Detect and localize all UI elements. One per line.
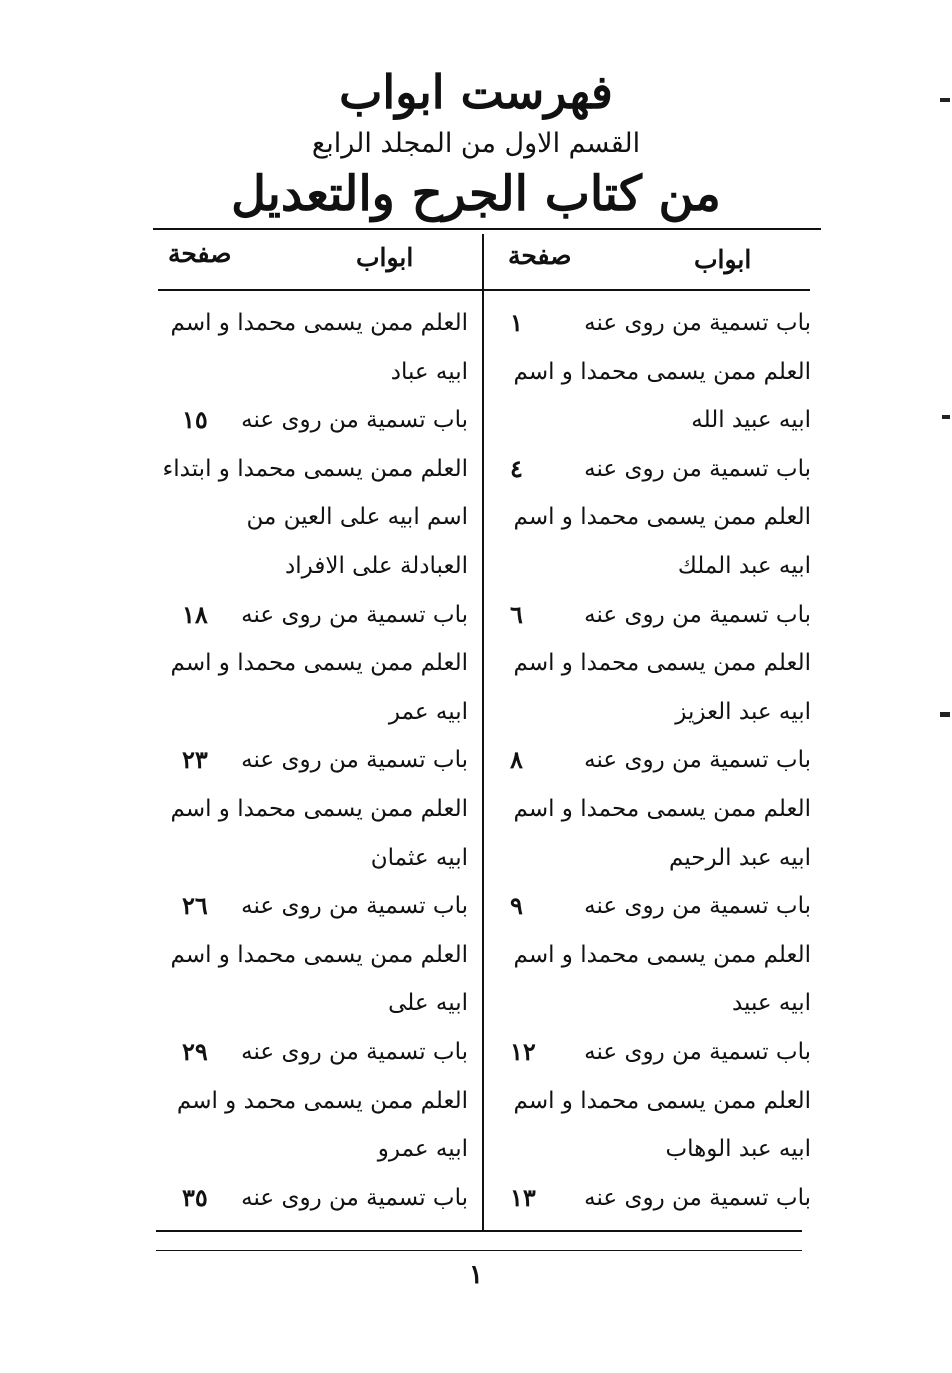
entry-title: باب تسمية من روى عنه bbox=[241, 601, 468, 628]
bottom-rule bbox=[156, 1230, 802, 1232]
entry-page-number: ١ bbox=[510, 308, 523, 337]
entry-title: ابيه على bbox=[388, 990, 468, 1017]
entry-title: العلم ممن يسمى محمد و اسم bbox=[176, 1087, 468, 1114]
entry-title: ابيه عبد الملك bbox=[677, 552, 811, 579]
index-entry bbox=[160, 640, 470, 689]
entry-title: العلم ممن يسمى محمدا و اسم bbox=[513, 941, 811, 968]
page-title: فهرست ابواب bbox=[339, 65, 613, 119]
book-title: من كتاب الجرح والتعديل bbox=[231, 166, 721, 222]
index-entry bbox=[160, 980, 470, 1029]
index-entry bbox=[490, 1126, 815, 1175]
entry-title: ابيه عبد الوهاب bbox=[665, 1136, 811, 1163]
entry-title: ابيه عمر bbox=[388, 698, 468, 725]
entry-page-number: ٢٩ bbox=[182, 1036, 208, 1066]
entry-title: باب تسمية من روى عنه bbox=[584, 310, 811, 336]
index-entry bbox=[160, 1175, 470, 1224]
entry-title: العبادلة على الافراد bbox=[285, 552, 468, 579]
entry-title: باب تسمية من روى عنه bbox=[584, 1038, 811, 1065]
index-entry bbox=[160, 737, 470, 786]
entry-title: باب تسمية من روى عنه bbox=[584, 1184, 811, 1211]
index-entry bbox=[490, 737, 815, 786]
entry-title: العلم ممن يسمى محمدا و اسم bbox=[170, 795, 468, 822]
index-entry bbox=[490, 592, 815, 641]
entry-title: باب تسمية من روى عنه bbox=[241, 747, 468, 774]
column-divider bbox=[482, 234, 484, 1230]
entry-page-number: ٦ bbox=[510, 599, 523, 629]
index-entry bbox=[490, 1078, 815, 1127]
scan-mark bbox=[942, 415, 950, 419]
index-entry bbox=[160, 1029, 470, 1078]
entry-title: العلم ممن يسمى محمدا و اسم bbox=[170, 650, 468, 677]
left-index-column bbox=[160, 300, 470, 1223]
index-entry bbox=[160, 494, 470, 543]
entry-page-number: ٤ bbox=[510, 453, 523, 483]
index-entry bbox=[490, 446, 815, 495]
entry-title: اسم ابيه على العين من bbox=[246, 504, 468, 531]
entry-title: باب تسمية من روى عنه bbox=[584, 747, 811, 774]
index-entry bbox=[160, 397, 470, 446]
top-rule bbox=[153, 228, 821, 230]
entry-title: ابيه عبد العزيز bbox=[675, 698, 811, 725]
entry-page-number: ٢٣ bbox=[182, 745, 208, 775]
entry-title: العلم ممن يسمى محمدا و اسم bbox=[513, 795, 811, 822]
right-index-column bbox=[490, 300, 815, 1223]
entry-title: باب تسمية من روى عنه bbox=[584, 893, 811, 920]
entry-title: باب تسمية من روى عنه bbox=[241, 407, 468, 434]
entry-title: ابيه عثمان bbox=[370, 844, 468, 871]
entry-page-number: ٨ bbox=[510, 745, 523, 775]
header-rule bbox=[158, 289, 810, 291]
entry-title: العلم ممن يسمى محمدا و اسم bbox=[513, 504, 811, 531]
index-entry bbox=[160, 689, 470, 738]
index-entry bbox=[160, 446, 470, 495]
entry-page-number: ٣٥ bbox=[182, 1182, 208, 1212]
index-entry bbox=[490, 883, 815, 932]
index-entry bbox=[490, 300, 815, 349]
entry-page-number: ١٣ bbox=[510, 1182, 536, 1212]
left-header-abwab: ابواب bbox=[356, 243, 414, 272]
entry-title: العلم ممن يسمى محمدا و اسم bbox=[513, 1087, 811, 1114]
right-header-abwab: ابواب bbox=[694, 245, 752, 274]
index-entry bbox=[490, 640, 815, 689]
index-entry bbox=[490, 397, 815, 446]
entry-title: باب تسمية من روى عنه bbox=[241, 1184, 468, 1211]
entry-title: باب تسمية من روى عنه bbox=[241, 893, 468, 920]
index-entry bbox=[490, 1175, 815, 1224]
page-number: ١ bbox=[469, 1260, 483, 1290]
scan-mark bbox=[940, 712, 950, 717]
entry-page-number: ٩ bbox=[510, 891, 523, 921]
subtitle: القسم الاول من المجلد الرابع bbox=[311, 128, 641, 159]
index-entry bbox=[490, 932, 815, 981]
scan-mark bbox=[940, 98, 950, 102]
index-entry bbox=[490, 543, 815, 592]
entry-title: ابيه عبيد bbox=[731, 990, 811, 1017]
index-entry bbox=[490, 689, 815, 738]
left-header-safha: صفحة bbox=[168, 239, 232, 268]
index-entry bbox=[160, 932, 470, 981]
entry-title: العلم ممن يسمى محمدا و اسم bbox=[513, 358, 811, 385]
index-entry bbox=[490, 349, 815, 398]
index-entry bbox=[160, 592, 470, 641]
bottom-rule-thin bbox=[156, 1250, 802, 1251]
entry-title: العلم ممن يسمى محمدا و اسم bbox=[170, 941, 468, 968]
entry-title: باب تسمية من روى عنه bbox=[584, 455, 811, 482]
index-entry bbox=[490, 786, 815, 835]
entry-page-number: ٢٦ bbox=[182, 891, 208, 921]
entry-title: العلم ممن يسمى محمدا و اسم bbox=[513, 650, 811, 677]
entry-title: ابيه عبد الرحيم bbox=[669, 844, 811, 871]
entry-page-number: ١٢ bbox=[510, 1036, 536, 1066]
entry-page-number: ١٥ bbox=[182, 405, 208, 435]
index-entry bbox=[160, 786, 470, 835]
entry-title: ابيه عبيد الله bbox=[691, 407, 811, 434]
index-entry bbox=[160, 300, 470, 349]
entry-title: ابيه عباد bbox=[390, 358, 468, 385]
index-entry bbox=[490, 494, 815, 543]
entry-page-number: ١٨ bbox=[182, 599, 208, 629]
index-entry bbox=[160, 543, 470, 592]
index-entry bbox=[160, 883, 470, 932]
right-header-safha: صفحة bbox=[508, 241, 572, 270]
entry-title: باب تسمية من روى عنه bbox=[241, 1038, 468, 1065]
index-entry bbox=[490, 980, 815, 1029]
index-entry bbox=[490, 1029, 815, 1078]
index-entry bbox=[160, 835, 470, 884]
index-entry bbox=[490, 835, 815, 884]
index-entry bbox=[160, 1126, 470, 1175]
index-entry bbox=[160, 1078, 470, 1127]
index-entry bbox=[160, 349, 470, 398]
entry-title: ابيه عمرو bbox=[377, 1136, 468, 1163]
entry-title: باب تسمية من روى عنه bbox=[584, 601, 811, 628]
entry-title: العلم ممن يسمى محمدا و ابتداء bbox=[162, 455, 468, 482]
entry-title: العلم ممن يسمى محمدا و اسم bbox=[170, 310, 468, 336]
